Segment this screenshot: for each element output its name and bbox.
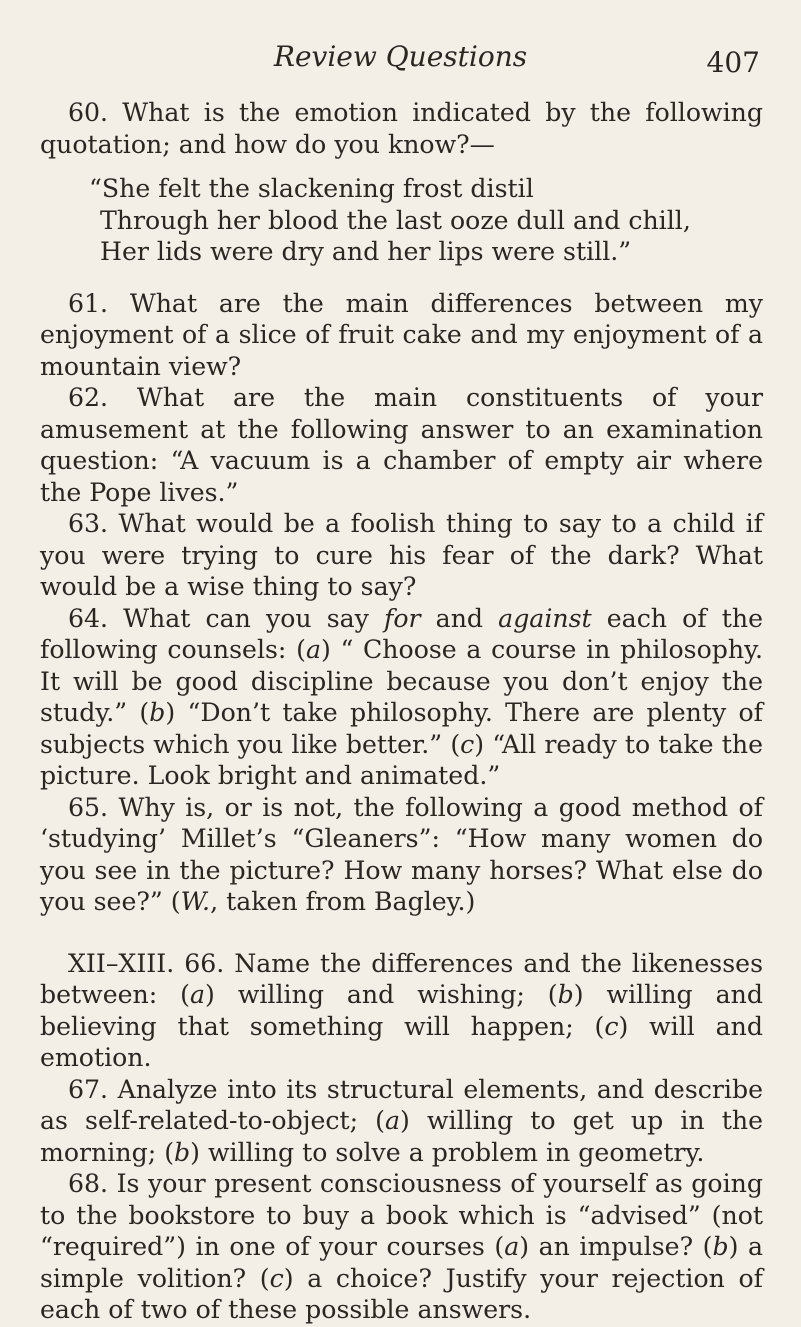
italic-run: b — [149, 698, 166, 727]
page-header — [0, 40, 801, 90]
italic-run: b — [712, 1232, 729, 1261]
question-67 — [40, 1074, 763, 1169]
question-63: 63. What would be a foolish thing to say to a child if you were trying to cure his fear of the dark? What would be a wise thing to say? — [40, 509, 763, 601]
italic-run: c — [604, 1011, 619, 1041]
body-text — [40, 97, 763, 1326]
text-run: ) a choice? Justify your rejection of each of two of these possible answers. — [40, 1263, 763, 1324]
poem-line: Through her blood the last ooze dull and chill, — [100, 205, 691, 235]
italic-run: a — [504, 1232, 520, 1261]
text-run: ) willing and wishing; ( — [205, 980, 558, 1009]
text-run: and — [420, 603, 499, 633]
question-62: 62. What are the main constituents of your amusement at the following answer to an examination question: “A vacuum is a chamber of empty air where the Pope lives.” — [40, 383, 763, 507]
italic-run: a — [190, 980, 206, 1009]
italic-run: for — [384, 603, 421, 633]
italic-run: a — [385, 1106, 401, 1135]
italic-run: b — [174, 1137, 191, 1167]
text-run: 68. Is your present consciousness of yourself as going to the bookstore to buy a book which is “advised” (not “required”) in one of your courses ( — [40, 1169, 763, 1261]
question-60: 60. What is the emotion indicated by the following quotation; and how do you know?— — [40, 98, 763, 159]
poem-line: “She felt the slackening frost distil — [89, 174, 534, 203]
text-run: , taken from Bagley.) — [210, 887, 476, 916]
text-run: 67. Analyze into its structural elements, and describe as self-related-to-object; ( — [40, 1074, 763, 1135]
italic-run: W. — [180, 887, 211, 916]
page-number: 407 — [706, 46, 760, 79]
italic-run: b — [557, 980, 574, 1009]
question-68 — [40, 1168, 763, 1326]
text-run: ) a simple volition? ( — [40, 1232, 763, 1293]
question-66 — [40, 948, 763, 1074]
text-run: 65. Why is, or is not, the following a good method of ‘studying’ Millet’s “Gleaners”: “How many women do you see in the picture? How many horses? What else do you see?” ( — [40, 792, 763, 916]
question-61: 61. What are the main differences between my enjoyment of a slice of fruit cake and my enjoyment of a mountain view? — [40, 288, 763, 381]
text-run: ) willing to get up in the morning; ( — [40, 1106, 763, 1167]
italic-run: against — [498, 603, 592, 633]
running-title: Review Questions — [273, 40, 528, 73]
text-run: ) “ Choose a course in philosophy. It will be good discipline because you don’t enjoy the study.” ( — [40, 635, 764, 727]
italic-run: c — [460, 729, 475, 759]
italic-run: c — [269, 1263, 284, 1293]
poem-quotation — [89, 173, 763, 268]
poem-line: Her lids were dry and her lips were still.” — [100, 237, 632, 266]
text-run: each of the following counsels: ( — [40, 603, 763, 664]
text-run: XII–XIII. 66. Name the differences and the likenesses between: ( — [40, 948, 763, 1009]
text-run: ) willing and believing that something will happen; ( — [40, 980, 763, 1041]
text-run: ) “Don’t take philosophy. There are plenty of subjects which you like better.” ( — [40, 698, 763, 759]
text-run: ) will and emotion. — [40, 1011, 763, 1072]
text-run: ) willing to solve a problem in geometry. — [190, 1137, 705, 1167]
italic-run: a — [305, 635, 321, 664]
question-65 — [40, 792, 763, 918]
text-run: ) an impulse? ( — [519, 1232, 713, 1261]
text-run: 64. What can you say — [68, 603, 385, 633]
question-64 — [40, 603, 763, 792]
text-run: ) “All ready to take the picture. Look bright and animated.” — [40, 729, 763, 790]
